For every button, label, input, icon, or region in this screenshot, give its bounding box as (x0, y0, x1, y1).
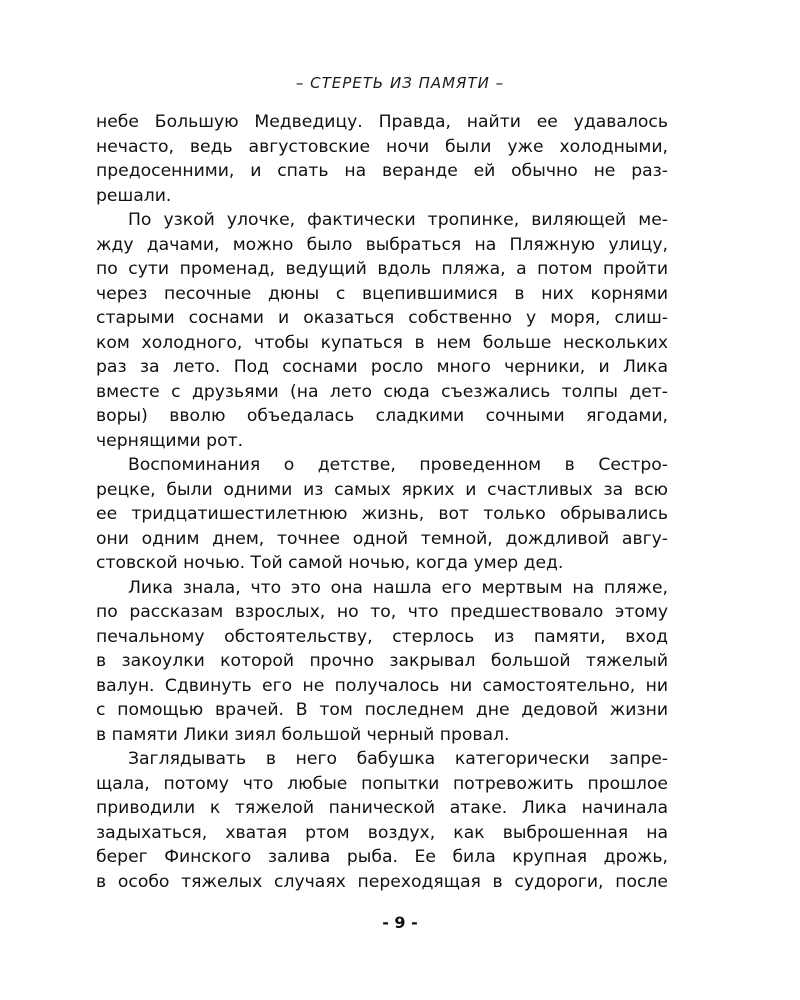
text-line: через песочные дюны с вцепившимися в них корнями (96, 283, 668, 304)
text-line: приводили к тяжелой панической атаке. Лика начинала (96, 798, 668, 818)
text-line: По узкой улочке, фактически тропинке, виляющей ме- (128, 210, 668, 230)
text-line: щала, потому что любые попытки потревожить прошлое (96, 773, 668, 794)
text-line: в памяти Лики зиял большой черный провал. (96, 724, 510, 745)
text-line: предосенними, и спать на веранде ей обычно не раз- (96, 161, 668, 181)
text-line: рецке, были одними из самых ярких и счастливых за всю (96, 479, 668, 500)
text-line: ком холодного, чтобы купаться в нем больше нескольких (96, 332, 668, 353)
text-line: задыхаться, хватая ртом воздух, как выброшенная на (96, 822, 668, 843)
text-line: нечасто, ведь августовские ночи были уже холодными, (96, 136, 668, 157)
text-line: воры) вволю объедалась сладкими сочными ягодами, (96, 406, 668, 426)
text-line: печальному обстоятельству, стерлось из памяти, вход (96, 626, 668, 647)
text-line: по рассказам взрослых, но то, что предшествовало этому (96, 602, 668, 622)
text-line: небе Большую Медведицу. Правда, найти ее удавалось (96, 112, 668, 132)
text-line: в закоулки которой прочно закрывал большой тяжелый (96, 651, 668, 671)
text-line: по сути променад, ведущий вдоль пляжа, а потом пройти (96, 259, 668, 279)
text-line: берег Финского залива рыба. Ее била крупная дрожь, (96, 847, 668, 867)
text-line: Воспоминания о детстве, проведенном в Сестро- (128, 455, 668, 475)
text-line: ее тридцатишестилетнюю жизнь, вот только обрывались (96, 504, 668, 524)
text-line: с помощью врачей. В том последнем дне дедовой жизни (96, 700, 668, 720)
text-line: вместе с друзьями (на лето сюда съезжались толпы дет- (96, 381, 668, 402)
page-number: - 9 - (382, 913, 418, 932)
body-text (96, 110, 668, 894)
text-line: в особо тяжелых случаях переходящая в судороги, после (96, 871, 668, 892)
text-line: жду дачами, можно было выбраться на Пляжную улицу, (96, 234, 668, 255)
text-line: валун. Сдвинуть его не получалось ни самостоятельно, ни (96, 675, 668, 696)
text-line: решали. (96, 185, 172, 206)
text-line: старыми соснами и оказаться собственно у моря, слиш- (96, 308, 668, 328)
running-header: – СТЕРЕТЬ ИЗ ПАМЯТИ – (295, 74, 505, 92)
text-line: они одним днем, точнее одной темной, дождливой авгу- (96, 528, 668, 549)
text-line: раз за лето. Под соснами росло много черники, и Лика (96, 357, 668, 377)
text-line: чернящими рот. (96, 430, 244, 451)
text-line: стовской ночью. Той самой ночью, когда умер дед. (96, 553, 564, 573)
text-line: Заглядывать в него бабушка категорически запре- (128, 749, 668, 769)
text-line: Лика знала, что это она нашла его мертвым на пляже, (128, 577, 668, 598)
